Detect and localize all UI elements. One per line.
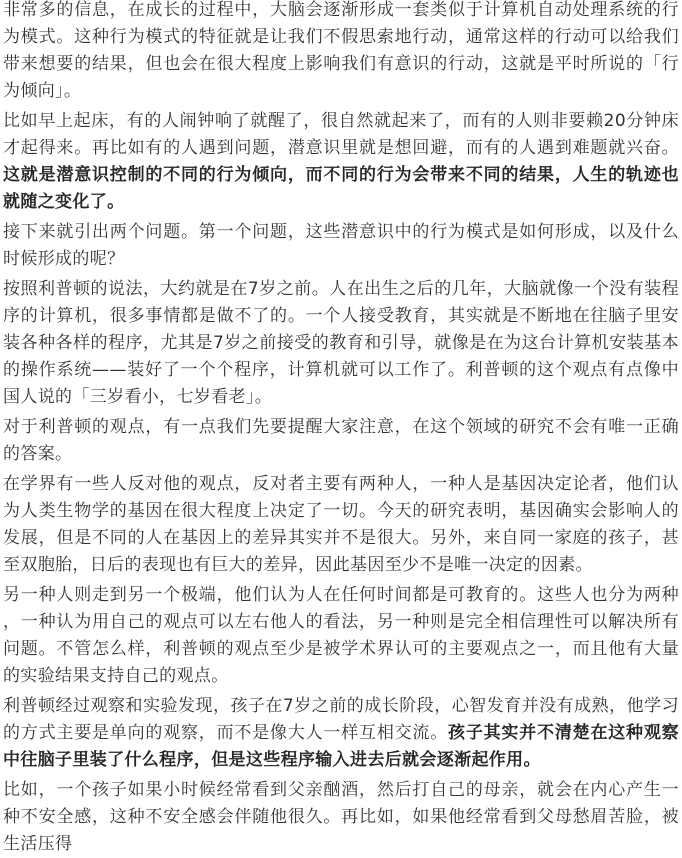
paragraph-1: [3, 0, 679, 105]
paragraph-bold-text: 这就是潜意识控制的不同的行为倾向，而不同的行为会带来不同的结果，人生的轨迹也就随之变化了。: [3, 165, 679, 212]
article-body: [3, 0, 679, 858]
paragraph-9: [3, 777, 679, 858]
paragraph-text: 比如早上起床，有的人闹钟响了就醒了，很自然就起来了，而有的人则非要赖20分钟床才起得来。再比如有的人遇到问题，潜意识里就是想回避，而有的人遇到难题就兴奋。: [3, 111, 679, 158]
paragraph-text: 接下来就引出两个问题。第一个问题，这些潜意识中的行为模式是如何形成，以及什么时候形成的呢？: [3, 222, 679, 269]
paragraph-text: 利普顿经过观察和实验发现，孩子在7岁之前的成长阶段，心智发育并没有成熟，他学习的方式主要是单向的观察，而不是像大人一样互相交流。: [3, 696, 679, 743]
paragraph-6: [3, 471, 679, 579]
paragraph-bold-text: 孩子其实并不清楚在这种观察中往脑子里装了什么程序，但是这些程序输入进去后就会逐渐起作用。: [3, 723, 679, 770]
paragraph-text: 非常多的信息，在成长的过程中，大脑会逐渐形成一套类似于计算机自动处理系统的行为模式。这种行为模式的特征就是让我们不假思索地行动，通常这样的行动可以给我们带来想要的结果，但也会在很大程度上影响我们有意识的行动，这就是平时所说的「行为倾向」。: [3, 0, 679, 101]
paragraph-text: 比如，一个孩子如果小时候经常看到父亲酗酒，然后打自己的母亲，就会在内心产生一种不安全感，这种不安全感会伴随他很久。再比如，如果他经常看到父母愁眉苦脸，被生活压得: [3, 780, 679, 854]
paragraph-5: [3, 414, 679, 468]
paragraph-text: 对于利普顿的观点，有一点我们先要提醒大家注意，在这个领域的研究不会有唯一正确的答案。: [3, 417, 679, 464]
paragraph-4: [3, 276, 679, 411]
paragraph-3: [3, 219, 679, 273]
paragraph-text: 按照利普顿的说法，大约就是在7岁之前。人在出生之后的几年，大脑就像一个没有装程序的计算机，很多事情都是做不了的。一个人接受教育，其实就是不断地在往脑子里安装各种各样的程序，尤其是7岁之前接受的教育和引导，就像是在为这台计算机安装基本的操作系统——装好了一个个程序，计算机就可以工作了。利普顿的这个观点有点像中国人说的「三岁看小，七岁看老」。: [3, 279, 679, 407]
paragraph-text: 另一种人则走到另一个极端，他们认为人在任何时间都是可教育的。这些人也分为两种，一种认为用自己的观点可以左右他人的看法，另一种则是完全相信理性可以解决所有问题。不管怎么样，利普顿的观点至少是被学术界认可的主要观点之一，而且他有大量的实验结果支持自己的观点。: [3, 585, 679, 686]
paragraph-text: 在学界有一些人反对他的观点，反对者主要有两种人，一种人是基因决定论者，他们认为人类生物学的基因在很大程度上决定了一切。今天的研究表明，基因确实会影响人的发展，但是不同的人在基因上的差异其实并不是很大。另外，来自同一家庭的孩子，甚至双胞胎，日后的表现也有巨大的差异，因此基因至少不是唯一决定的因素。: [3, 474, 679, 575]
paragraph-8: [3, 693, 679, 774]
paragraph-7: [3, 582, 679, 690]
paragraph-2: [3, 108, 679, 216]
